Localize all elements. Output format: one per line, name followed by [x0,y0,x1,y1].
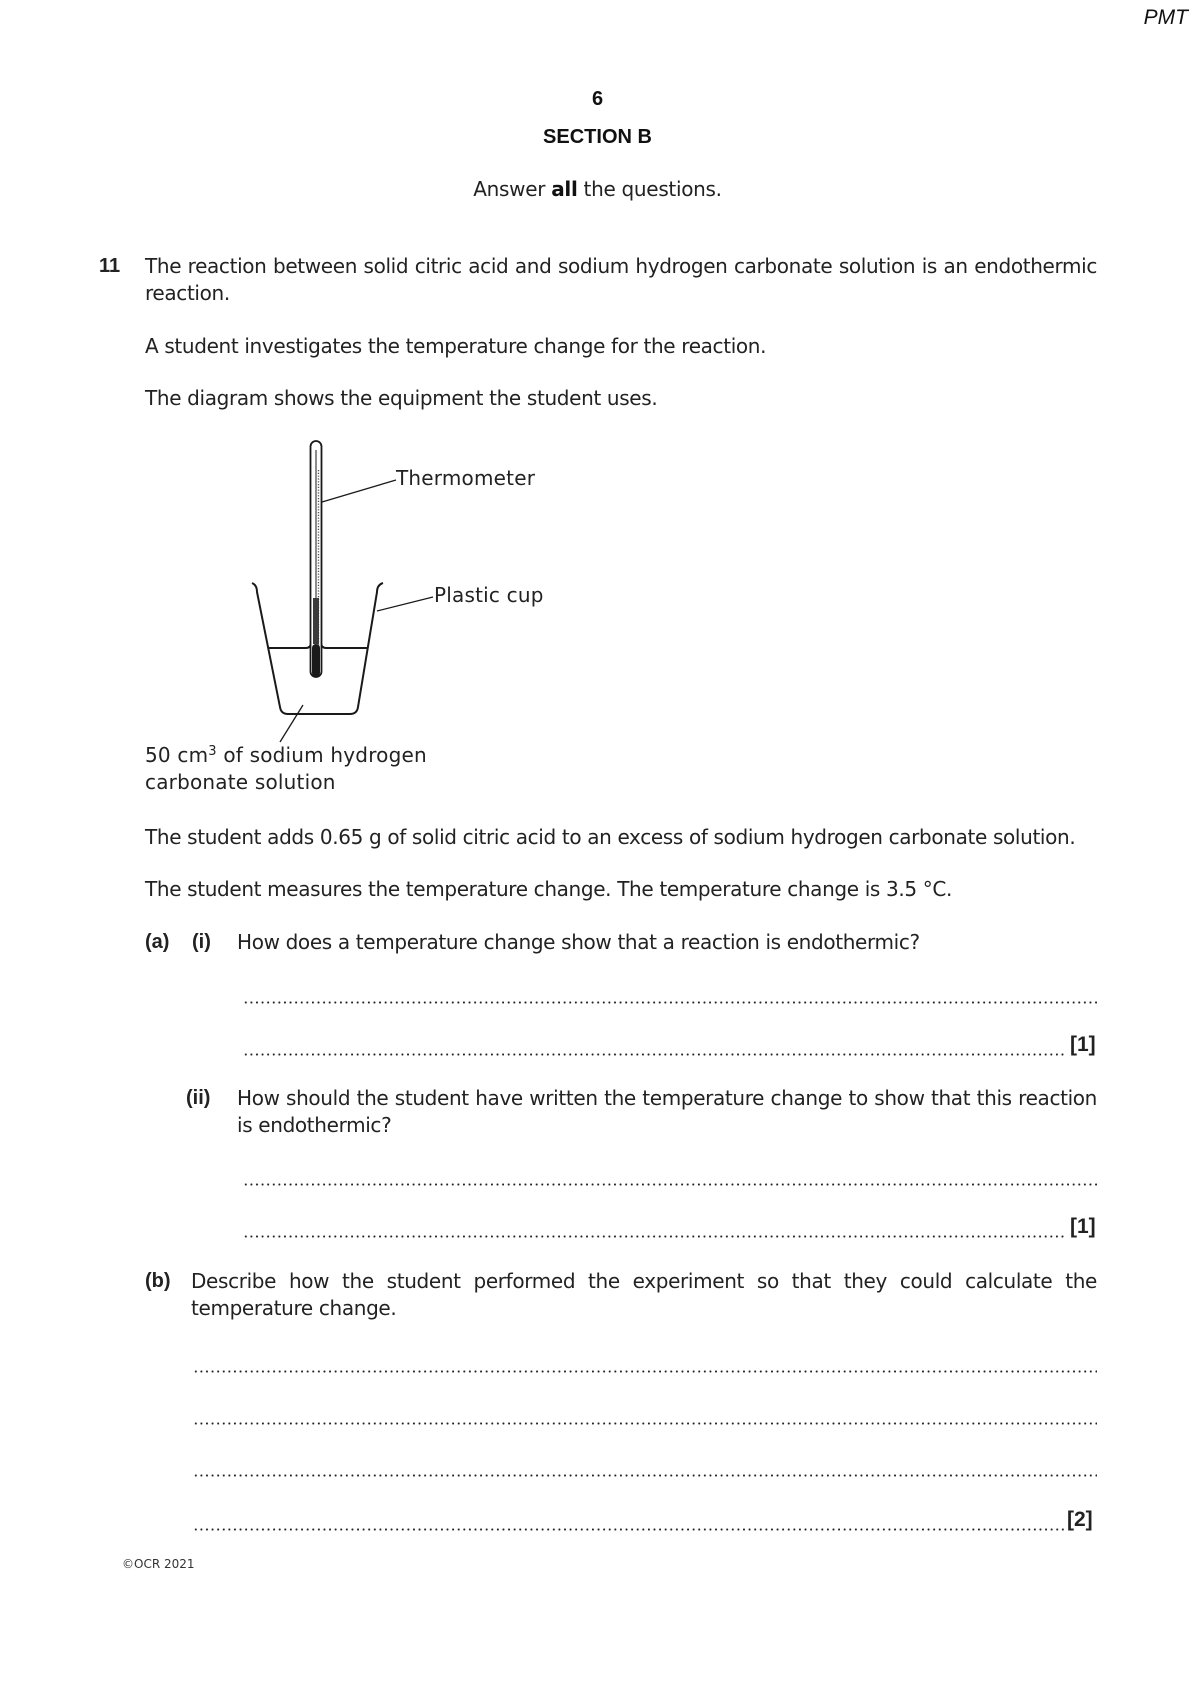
part-a-label: (a) [145,931,170,953]
answer-line-a-ii-2[interactable] [243,1235,1065,1238]
instruction-pre: Answer [473,177,552,201]
question-line-adds: The student adds 0.65 g of solid citric acid to an excess of sodium hydrogen carbonate solution. [145,825,1076,849]
solution-leader-line [280,705,303,742]
plastic-cup-icon [252,583,383,714]
copyright: ©OCR 2021 [122,1557,195,1571]
part-b-label: (b) [145,1270,171,1292]
answer-line-b-3[interactable] [193,1474,1097,1477]
watermark: PMT [1143,6,1188,29]
solution-label-superscript: 3 [208,744,217,759]
instruction-post: the questions. [577,177,722,201]
question-line-diagram: The diagram shows the equipment the student uses. [145,386,658,410]
marks-b: [2] [1067,1508,1093,1531]
solution-label-rest: of sodium hydrogen [216,743,427,767]
question-number: 11 [99,255,121,277]
part-a-i-label: (i) [192,931,211,953]
question-intro: The reaction between solid citric acid and sodium hydrogen carbonate solution is an endothermic reaction. [145,254,1097,305]
answer-line-b-4[interactable] [193,1528,1065,1531]
instruction-bold: all [551,177,578,201]
section-title: SECTION B [543,126,652,148]
question-line-investigates: A student investigates the temperature change for the reaction. [145,334,767,358]
question-line-measures: The student measures the temperature change. The temperature change is 3.5 °C. [145,877,953,901]
marks-a-i: [1] [1070,1033,1096,1056]
plastic-cup-label: Plastic cup [434,583,544,607]
part-a-i-question: How does a temperature change show that a reaction is endothermic? [237,930,920,954]
marks-a-ii: [1] [1070,1215,1096,1238]
solution-label [145,743,427,767]
cup-leader-line [377,597,433,611]
solution-label-volume: 50 cm [145,743,209,767]
thermometer-icon [311,441,322,677]
answer-line-b-1[interactable] [193,1370,1097,1373]
part-a-ii-label: (ii) [186,1087,211,1109]
thermometer-label: Thermometer [396,466,536,490]
thermometer-leader-line [322,480,396,502]
answer-line-b-2[interactable] [193,1422,1097,1425]
answer-line-a-ii-1[interactable] [243,1183,1097,1186]
part-b-question: Describe how the student performed the experiment so that they could calculate the temperature change. [191,1269,1097,1320]
answer-line-a-i-2[interactable] [243,1053,1065,1056]
solution-label-line2: carbonate solution [145,770,336,794]
answer-line-a-i-1[interactable] [243,1001,1097,1004]
page-number: 6 [591,88,604,110]
instruction [0,177,1195,201]
part-a-ii-question: How should the student have written the temperature change to show that this reaction is endothermic? [237,1086,1097,1137]
